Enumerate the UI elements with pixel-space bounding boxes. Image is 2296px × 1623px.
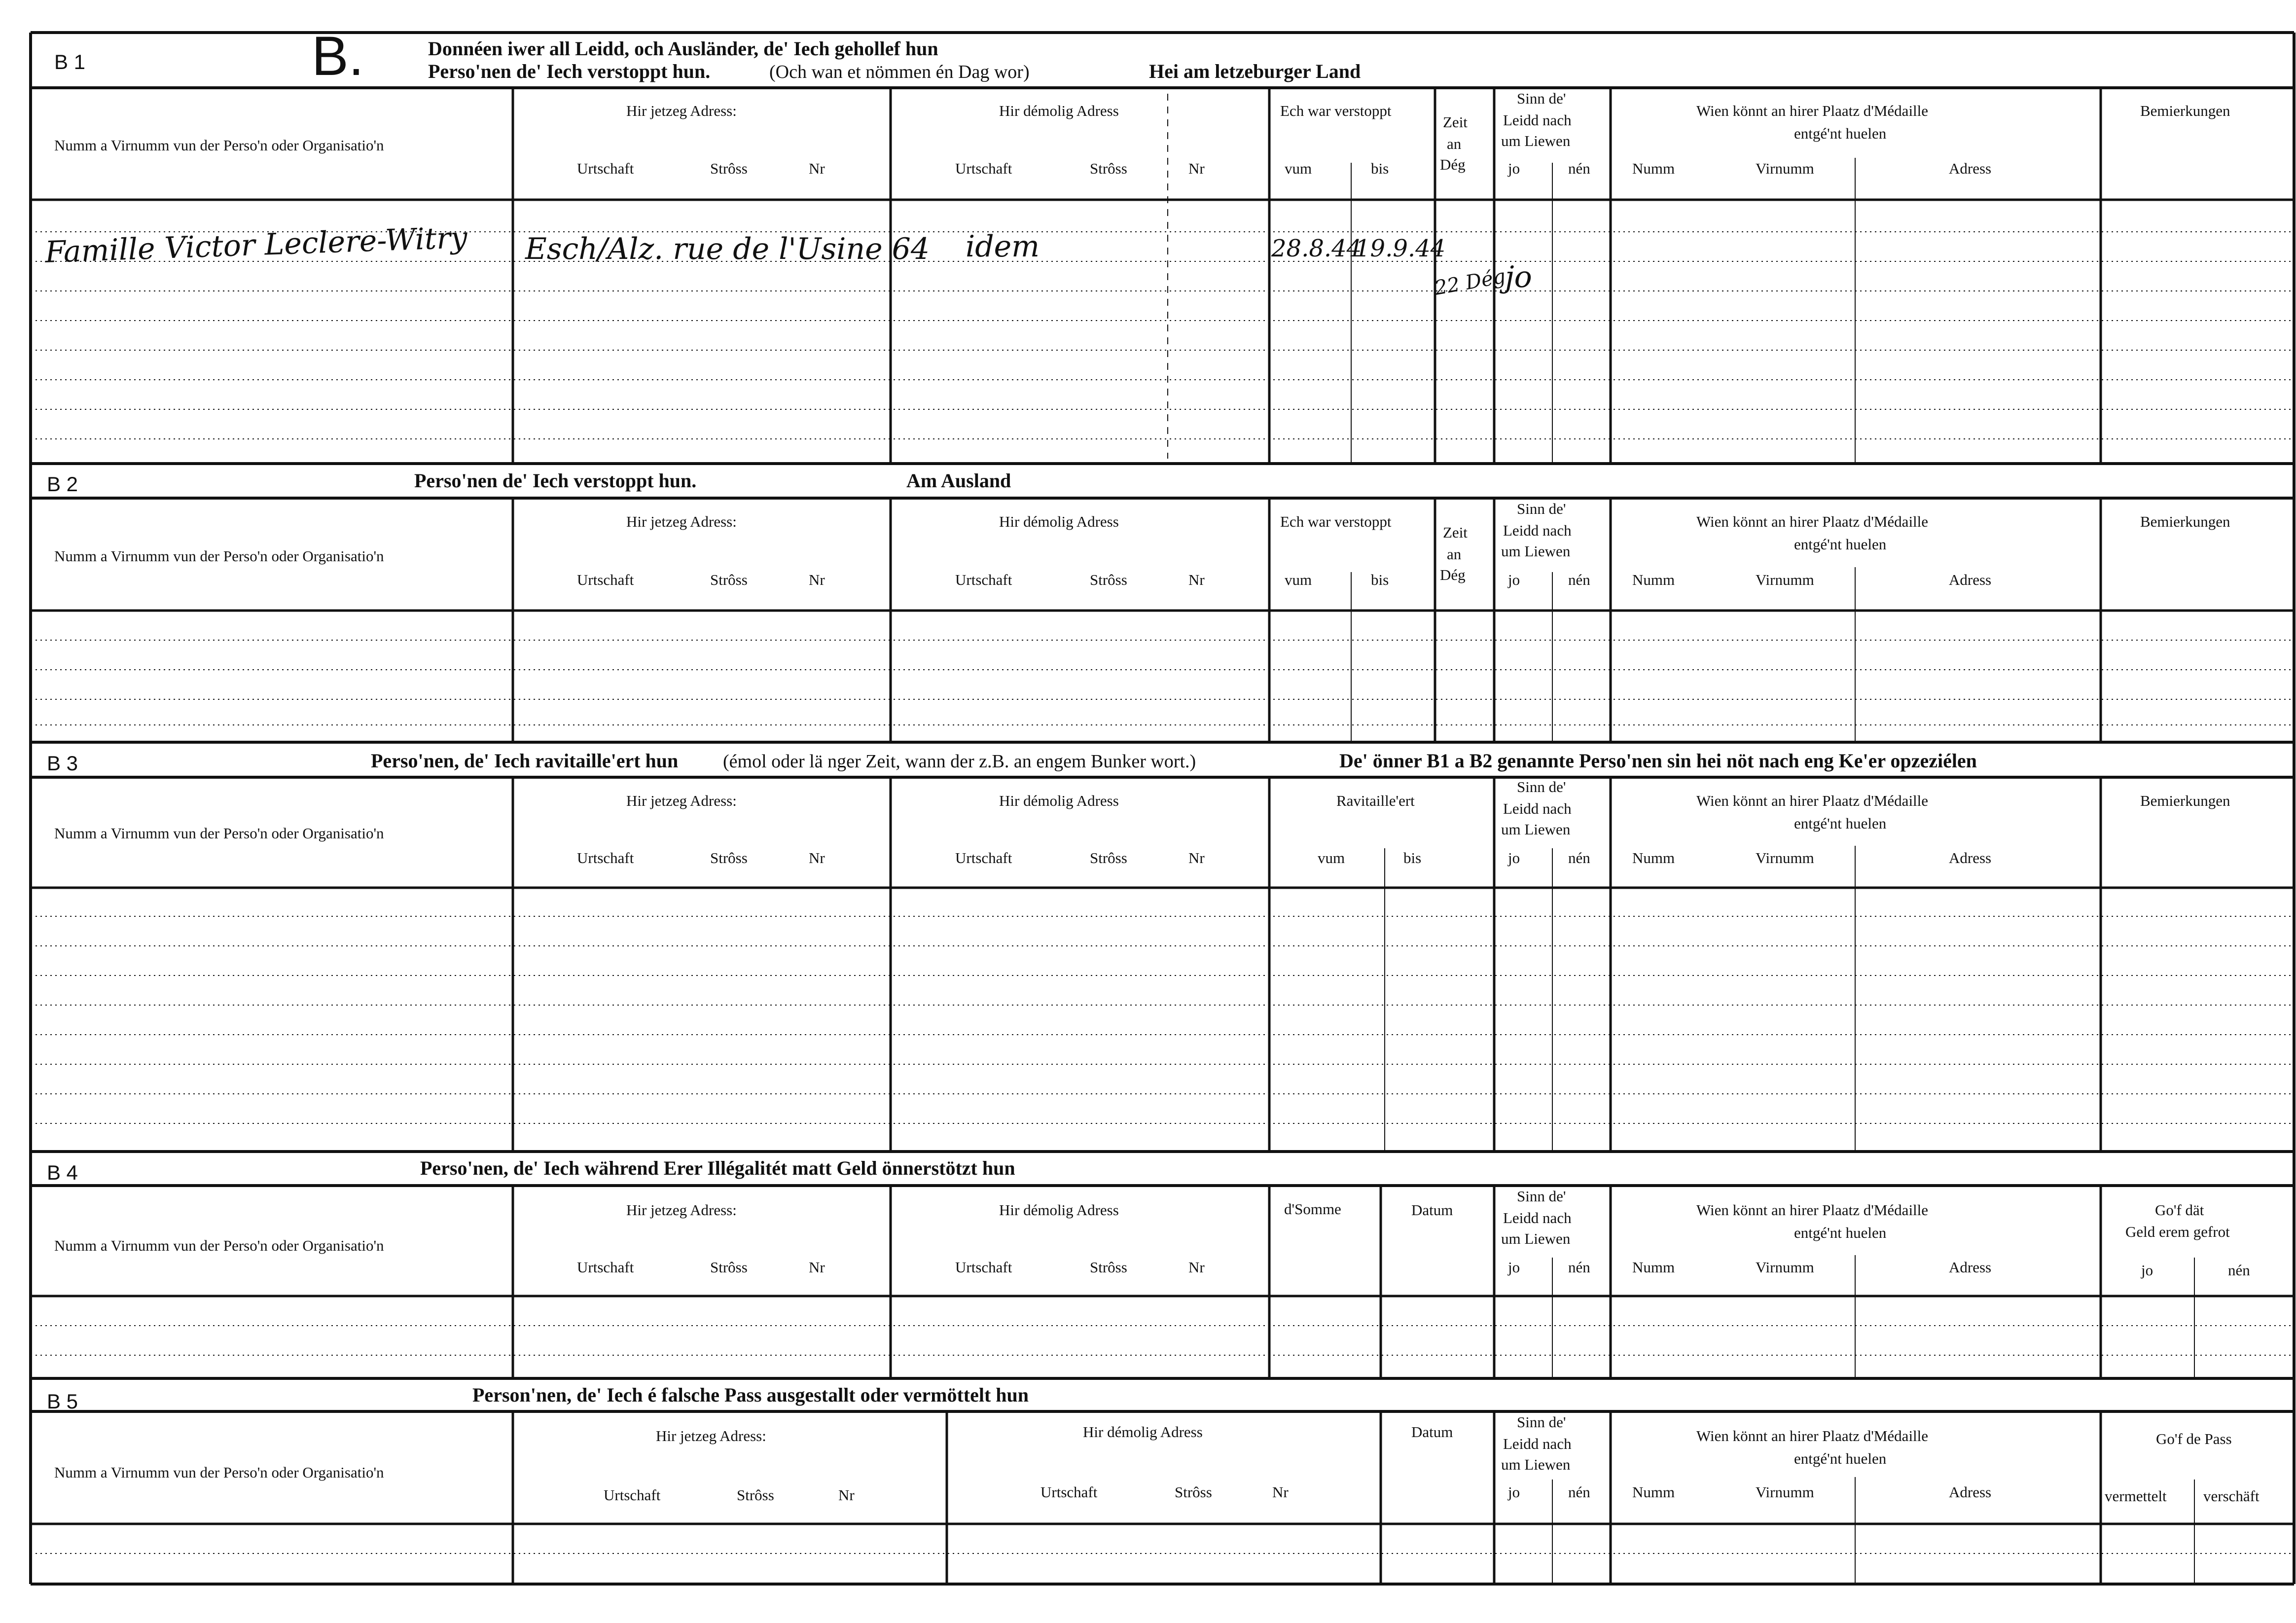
col-nen: nén [1568, 1483, 1590, 1501]
col-numm: Numm a Virnumm vun der Perso'n oder Organisatio'n [54, 1237, 384, 1254]
b5-code: B 5 [47, 1390, 78, 1413]
b1-code: B 1 [54, 50, 86, 73]
col-nen: nén [1568, 849, 1590, 866]
col-demolig: Hir démolig Adress [999, 792, 1119, 809]
b2-code: B 2 [47, 472, 78, 496]
col-gof-nen: nén [2228, 1262, 2250, 1279]
col-stross: Strôss [710, 1259, 748, 1276]
col-nr-2: Nr [1188, 849, 1205, 866]
col-adress: Adress [1949, 1483, 1992, 1501]
entry-name: Famille Victor Leclere-Witry [44, 220, 468, 270]
col-virnumm: Virnumm [1756, 1483, 1814, 1501]
col-gof-1: Go'f dät [2155, 1201, 2204, 1219]
col-adress: Adress [1949, 160, 1992, 177]
col-ravitaille: Ravitaille'ert [1336, 792, 1415, 809]
col-sinn-2: Leidd nach [1503, 1435, 1572, 1452]
b3-title-right: De' önner B1 a B2 genannte Perso'nen sin hei nöt nach eng Ke'er opzeziélen [1339, 750, 1977, 772]
b5-title: Person'nen, de' Iech é falsche Pass ausgestallt oder vermöttelt hun [472, 1384, 1029, 1406]
col-vum: vum [1285, 160, 1312, 177]
col-sinn-3: um Liewen [1501, 542, 1571, 560]
col-nr: Nr [809, 849, 825, 866]
col-urtschaft-2: Urtschaft [1040, 1483, 1098, 1501]
col-gof-2: Geld erem gefrot [2125, 1223, 2230, 1240]
col-vermettelt: vermettelt [2105, 1487, 2167, 1505]
b4-column-headers [54, 1188, 2250, 1279]
col-nr: Nr [809, 160, 825, 177]
col-sinn-3: um Liewen [1501, 821, 1571, 838]
entry-vum: 28.8.44 [1271, 235, 1362, 262]
col-medaille-1: Wien könnt an hirer Plaatz d'Médaille [1696, 513, 1929, 530]
col-virnumm: Virnumm [1756, 160, 1814, 177]
col-numm: Numm a Virnumm vun der Perso'n oder Organisatio'n [54, 137, 384, 154]
col-urtschaft-2: Urtschaft [955, 571, 1012, 588]
b2-title-right: Am Ausland [906, 469, 1011, 492]
col-somme: d'Somme [1284, 1200, 1341, 1218]
col-urtschaft: Urtschaft [577, 160, 634, 177]
col-med-numm: Numm [1632, 1259, 1675, 1276]
b3-title-bold: Perso'nen, de' Iech ravitaille'ert hun [371, 750, 679, 772]
entry-jetzeg-adress: Esch/Alz. rue de l'Usine 64 [525, 232, 930, 266]
col-gof-jo: jo [2141, 1262, 2153, 1279]
col-sinn-1: Sinn de' [1517, 500, 1566, 517]
col-nr: Nr [809, 571, 825, 588]
col-jetzeg: Hir jetzeg Adress: [626, 102, 737, 119]
col-datum: Datum [1411, 1423, 1453, 1441]
col-sinn-2: Leidd nach [1503, 800, 1572, 817]
col-sinn-1: Sinn de' [1517, 1188, 1566, 1205]
col-zeit-3: Dég [1440, 566, 1466, 583]
col-virnumm: Virnumm [1756, 571, 1814, 588]
b3-title-normal: (émol oder lä nger Zeit, wann der z.B. an engem Bunker wort.) [723, 751, 1196, 772]
section-letter: B. [312, 25, 364, 87]
col-stross-2: Strôss [1090, 160, 1127, 177]
col-bis: bis [1403, 849, 1422, 866]
col-sinn-2: Leidd nach [1503, 111, 1572, 129]
col-bemierkungen: Bemierkungen [2140, 792, 2230, 809]
col-stross-2: Strôss [1090, 1259, 1127, 1276]
col-medaille-1: Wien könnt an hirer Plaatz d'Médaille [1696, 1427, 1929, 1444]
col-bemierkungen: Bemierkungen [2140, 513, 2230, 530]
col-demolig: Hir démolig Adress [999, 1201, 1119, 1219]
col-medaille-2: entgé'nt huelen [1794, 1224, 1887, 1241]
col-stross-2: Strôss [1090, 571, 1127, 588]
col-medaille-1: Wien könnt an hirer Plaatz d'Médaille [1696, 102, 1929, 119]
col-stross-2: Strôss [1090, 849, 1127, 866]
col-urtschaft: Urtschaft [577, 849, 634, 866]
col-nr-2: Nr [1188, 160, 1205, 177]
b2-column-headers [54, 500, 2230, 588]
col-medaille-2: entgé'nt huelen [1794, 536, 1887, 553]
b4-code: B 4 [47, 1161, 78, 1184]
col-jetzeg: Hir jetzeg Adress: [626, 513, 737, 530]
entry-zeit: 22 Dég [1433, 265, 1507, 300]
col-datum: Datum [1411, 1201, 1453, 1219]
col-nen: nén [1568, 1259, 1590, 1276]
col-sinn-1: Sinn de' [1517, 1413, 1566, 1431]
col-gof-pass: Go'f de Pass [2156, 1430, 2232, 1447]
col-nen: nén [1568, 160, 1590, 177]
col-verstoppt: Ech war verstoppt [1280, 513, 1392, 530]
col-zeit-3: Dég [1440, 156, 1466, 173]
col-medaille-2: entgé'nt huelen [1794, 125, 1887, 142]
col-jetzeg: Hir jetzeg Adress: [656, 1427, 766, 1444]
col-sinn-3: um Liewen [1501, 1230, 1571, 1247]
entry-jo: jo [1505, 260, 1532, 294]
b4-title: Perso'nen, de' Iech während Erer Illégalitét matt Geld önnerstötzt hun [420, 1157, 1015, 1179]
col-jo: jo [1508, 160, 1520, 177]
b1-entry-row [44, 220, 1532, 300]
col-sinn-2: Leidd nach [1503, 522, 1572, 539]
col-verstoppt: Ech war verstoppt [1280, 102, 1392, 119]
b1-title-line2-bold: Perso'nen de' Iech verstoppt hun. [428, 60, 711, 82]
b5-column-headers [54, 1413, 2260, 1505]
col-med-numm: Numm [1632, 160, 1675, 177]
col-virnumm: Virnumm [1756, 849, 1814, 866]
col-jetzeg: Hir jetzeg Adress: [626, 792, 737, 809]
col-sinn-1: Sinn de' [1517, 90, 1566, 107]
col-virnumm: Virnumm [1756, 1259, 1814, 1276]
col-stross: Strôss [710, 849, 748, 866]
col-zeit-1: Zeit [1443, 113, 1468, 131]
form-grid [31, 33, 2294, 1584]
entry-demolig-adress: idem [966, 229, 1040, 264]
col-bis: bis [1371, 160, 1389, 177]
col-vum: vum [1285, 571, 1312, 588]
b1-column-headers [54, 90, 2230, 177]
col-verschaft: verschäft [2203, 1487, 2260, 1505]
col-stross: Strôss [737, 1486, 774, 1504]
col-jo: jo [1508, 849, 1520, 866]
col-zeit-1: Zeit [1443, 524, 1468, 541]
col-nen: nén [1568, 571, 1590, 588]
entry-bis: 19.9.44 [1355, 235, 1446, 262]
b1-title-line2-normal: (Och wan et nömmen én Dag wor) [769, 62, 1030, 82]
col-numm: Numm a Virnumm vun der Perso'n oder Organisatio'n [54, 1464, 384, 1481]
col-nr: Nr [838, 1486, 855, 1504]
col-urtschaft: Urtschaft [577, 1259, 634, 1276]
col-urtschaft: Urtschaft [604, 1486, 661, 1504]
col-zeit-2: an [1447, 545, 1462, 563]
col-jo: jo [1508, 1259, 1520, 1276]
col-demolig: Hir démolig Adress [999, 513, 1119, 530]
col-jo: jo [1508, 1483, 1520, 1501]
col-numm: Numm a Virnumm vun der Perso'n oder Organisatio'n [54, 547, 384, 565]
b1-title-line1: Donnéen iwer all Leidd, och Ausländer, de' Iech gehollef hun [428, 37, 938, 60]
col-zeit-2: an [1447, 135, 1462, 152]
col-sinn-2: Leidd nach [1503, 1209, 1572, 1226]
b2-title: Perso'nen de' Iech verstoppt hun. [414, 469, 697, 492]
col-sinn-3: um Liewen [1501, 1456, 1571, 1473]
col-demolig: Hir démolig Adress [999, 102, 1119, 119]
col-adress: Adress [1949, 1259, 1992, 1276]
b3-column-headers [54, 778, 2230, 866]
col-jo: jo [1508, 571, 1520, 588]
col-medaille-2: entgé'nt huelen [1794, 1450, 1887, 1467]
col-sinn-3: um Liewen [1501, 132, 1571, 149]
b1-title-line2-end: Hei am letzeburger Land [1149, 60, 1361, 82]
col-med-numm: Numm [1632, 571, 1675, 588]
col-urtschaft-2: Urtschaft [955, 160, 1012, 177]
b3-code: B 3 [47, 752, 78, 775]
col-nr-2: Nr [1272, 1483, 1289, 1501]
col-medaille-1: Wien könnt an hirer Plaatz d'Médaille [1696, 1201, 1929, 1219]
col-stross: Strôss [710, 571, 748, 588]
col-demolig: Hir démolig Adress [1083, 1423, 1203, 1441]
col-stross: Strôss [710, 160, 748, 177]
col-medaille-2: entgé'nt huelen [1794, 815, 1887, 832]
col-med-numm: Numm [1632, 1483, 1675, 1501]
col-nr-2: Nr [1188, 571, 1205, 588]
col-adress: Adress [1949, 571, 1992, 588]
col-numm: Numm a Virnumm vun der Perso'n oder Organisatio'n [54, 825, 384, 842]
col-nr: Nr [809, 1259, 825, 1276]
col-bemierkungen: Bemierkungen [2140, 102, 2230, 119]
col-medaille-1: Wien könnt an hirer Plaatz d'Médaille [1696, 792, 1929, 809]
col-adress: Adress [1949, 849, 1992, 866]
col-jetzeg: Hir jetzeg Adress: [626, 1201, 737, 1219]
col-stross-2: Strôss [1175, 1483, 1212, 1501]
col-urtschaft-2: Urtschaft [955, 1259, 1012, 1276]
col-urtschaft: Urtschaft [577, 571, 634, 588]
col-urtschaft-2: Urtschaft [955, 849, 1012, 866]
col-sinn-1: Sinn de' [1517, 778, 1566, 795]
col-bis: bis [1371, 571, 1389, 588]
col-nr-2: Nr [1188, 1259, 1205, 1276]
col-vum: vum [1318, 849, 1345, 866]
col-med-numm: Numm [1632, 849, 1675, 866]
